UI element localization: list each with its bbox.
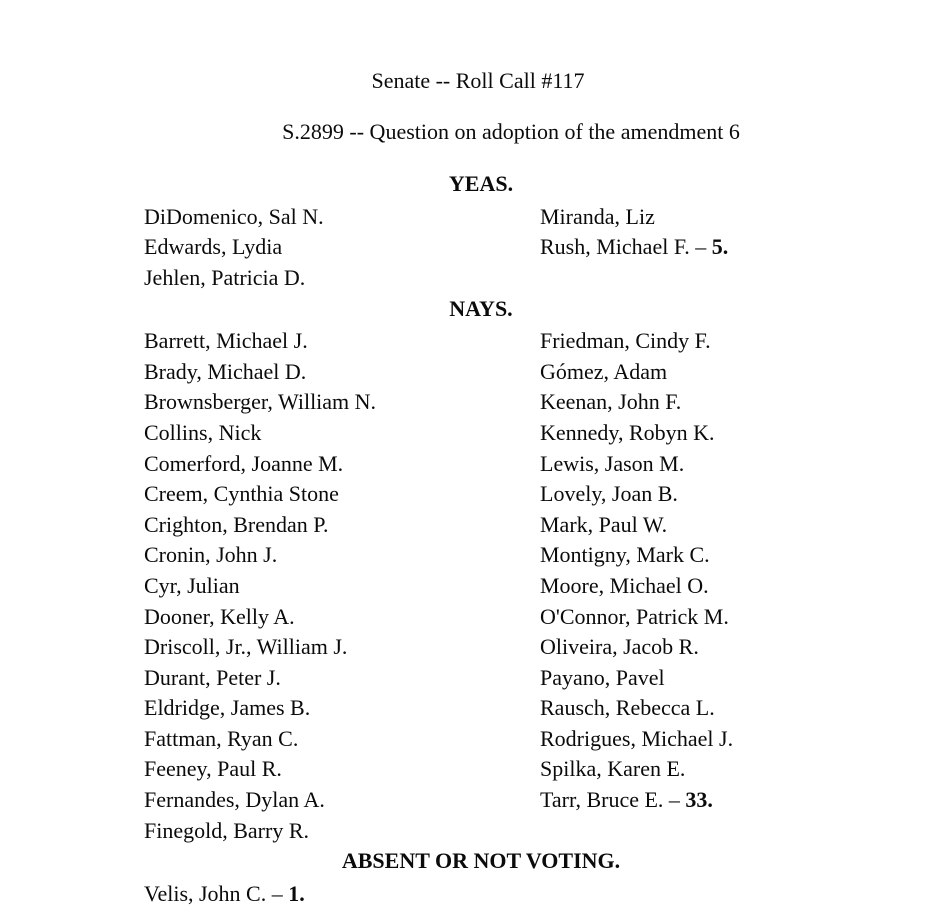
senator-name: Collins, Nick	[144, 419, 262, 445]
senator-name: Edwards, Lydia	[144, 234, 283, 260]
yeas-heading: YEAS.	[448, 171, 514, 197]
absent-total-count: 1.	[288, 880, 305, 906]
vote-row	[144, 816, 926, 847]
senator-name: Payano, Pavel	[540, 664, 665, 690]
vote-row	[144, 357, 926, 388]
senator-name: Brady, Michael D.	[144, 358, 307, 384]
senator-name: Jehlen, Patricia D.	[144, 264, 306, 290]
senator-name: O'Connor, Patrick M.	[540, 603, 729, 629]
senator-name: Rodrigues, Michael J.	[540, 725, 734, 751]
vote-row	[144, 879, 926, 910]
senator-name: Lovely, Joan B.	[540, 481, 678, 507]
vote-row	[144, 202, 926, 233]
senator-name	[144, 879, 540, 910]
senator-name: Feeney, Paul R.	[144, 756, 282, 782]
senator-name: Dooner, Kelly A.	[144, 603, 295, 629]
senator-name: Spilka, Karen E.	[540, 756, 686, 782]
absent-heading: ABSENT OR NOT VOTING.	[341, 848, 621, 874]
nays-list	[144, 326, 926, 846]
senator-name: Fattman, Ryan C.	[144, 725, 299, 751]
vote-row	[144, 663, 926, 694]
yeas-total-count: 5.	[711, 234, 729, 260]
vote-row	[144, 693, 926, 724]
page-subtitle: S.2899 -- Question on adoption of the amendment 6	[282, 118, 740, 144]
senator-name	[540, 232, 926, 263]
senator-name: Gómez, Adam	[540, 358, 668, 384]
senator-name: DiDomenico, Sal N.	[144, 203, 324, 229]
senator-name: Finegold, Barry R.	[144, 817, 309, 843]
senator-name: Miranda, Liz	[540, 203, 655, 229]
senator-name	[540, 785, 926, 816]
senator-name: Cronin, John J.	[144, 542, 278, 568]
vote-row	[144, 326, 926, 357]
senator-name: Crighton, Brendan P.	[144, 511, 329, 537]
senator-name: Fernandes, Dylan A.	[144, 787, 325, 813]
vote-row	[144, 510, 926, 541]
senator-name: Barrett, Michael J.	[144, 328, 308, 354]
senator-name: Comerford, Joanne M.	[144, 450, 344, 476]
senator-name: Driscoll, Jr., William J.	[144, 634, 348, 660]
senator-name: Rausch, Rebecca L.	[540, 695, 715, 721]
vote-row	[144, 232, 926, 263]
senator-name: Moore, Michael O.	[540, 572, 709, 598]
vote-row	[144, 571, 926, 602]
senator-name-text: Tarr, Bruce E. –	[540, 787, 686, 813]
empty-cell	[540, 879, 926, 910]
senator-name: Mark, Paul W.	[540, 511, 668, 537]
senator-name: Friedman, Cindy F.	[540, 328, 711, 354]
senator-name: Keenan, John F.	[540, 389, 682, 415]
vote-row	[144, 724, 926, 755]
vote-row	[144, 785, 926, 816]
senator-name: Kennedy, Robyn K.	[540, 419, 715, 445]
vote-row	[144, 540, 926, 571]
senator-name: Lewis, Jason M.	[540, 450, 685, 476]
vote-row	[144, 479, 926, 510]
senator-name: Oliveira, Jacob R.	[540, 634, 699, 660]
absent-list	[144, 879, 926, 910]
vote-row	[144, 602, 926, 633]
empty-cell	[540, 263, 926, 294]
empty-cell	[540, 816, 926, 847]
senator-name: Brownsberger, William N.	[144, 389, 377, 415]
yeas-list	[144, 202, 926, 294]
senator-name-text: Velis, John C. –	[144, 880, 289, 906]
nays-heading: NAYS.	[449, 295, 513, 321]
senator-name: Montigny, Mark C.	[540, 542, 710, 568]
vote-row	[144, 754, 926, 785]
vote-row	[144, 263, 926, 294]
senator-name-text: Rush, Michael F. –	[540, 234, 712, 260]
senator-name: Cyr, Julian	[144, 572, 240, 598]
vote-row	[144, 449, 926, 480]
senator-name: Eldridge, James B.	[144, 695, 311, 721]
vote-row	[144, 418, 926, 449]
vote-row	[144, 632, 926, 663]
page-title: Senate -- Roll Call #117	[371, 68, 585, 93]
nays-total-count: 33.	[685, 787, 713, 813]
senator-name: Durant, Peter J.	[144, 664, 281, 690]
senator-name: Creem, Cynthia Stone	[144, 481, 339, 507]
vote-row	[144, 387, 926, 418]
